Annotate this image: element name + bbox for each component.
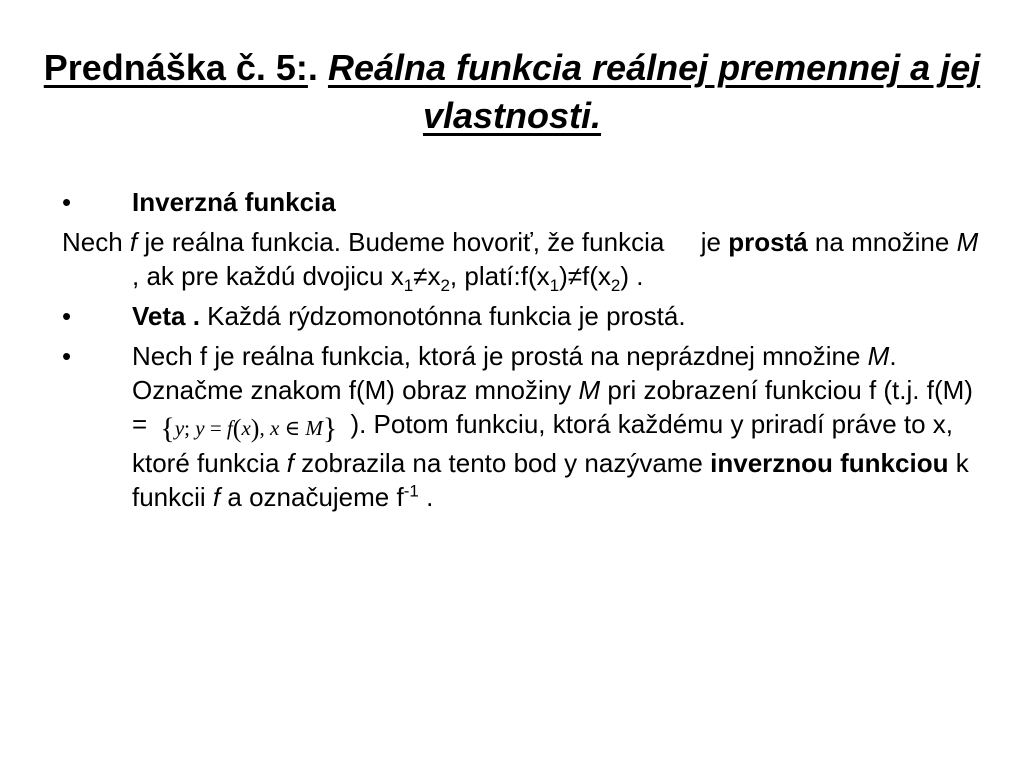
text: . Označme znakom f(M) obraz množiny — [132, 341, 897, 405]
theorem-text: Každá rýdzomonotónna funkcia je prostá. — [207, 301, 686, 331]
math-y: y — [174, 416, 185, 440]
var-M: M — [867, 341, 890, 371]
math-y: y — [195, 416, 205, 440]
lecture-topic: Reálna funkcia reálnej premennej a jej vlastnosti. — [327, 47, 981, 136]
math-semicolon: ; — [184, 416, 190, 440]
title-separator: . — [307, 47, 318, 88]
var-f: f — [212, 482, 221, 512]
text: zobrazila na tento bod y nazývame — [293, 448, 711, 478]
text: , ak pre každú dvojicu x — [132, 261, 404, 291]
theorem-label: Veta . — [132, 301, 208, 331]
definition-injective — [62, 225, 982, 296]
text: , platí:f(x — [449, 261, 550, 291]
var-M: M — [956, 227, 979, 257]
text: ). Potom funkciu, ktorá každému y priradí práve to x, ktoré funkcia — [132, 409, 954, 478]
math-f: f — [226, 416, 233, 440]
text: )≠f(x — [559, 261, 611, 291]
slide-title — [40, 44, 984, 140]
subscript: 2 — [440, 276, 450, 296]
text: Nech — [62, 227, 130, 257]
text: ≠x — [413, 261, 441, 291]
var-M: M — [578, 375, 601, 405]
var-f: f — [286, 448, 294, 478]
subscript: 1 — [403, 276, 414, 296]
superscript: -1 — [403, 481, 419, 501]
math-M: M — [305, 416, 323, 440]
image-set-formula — [160, 411, 337, 446]
math-equals: = — [209, 416, 222, 440]
bullet-icon: • — [62, 301, 72, 331]
bullet-item-inverse-definition — [62, 339, 982, 514]
text: na množine — [807, 227, 957, 257]
text: je — [693, 227, 721, 257]
bullet-item-theorem — [62, 299, 982, 333]
text: pri zobrazení funkciou f (t.j. f(M) = — [132, 375, 973, 439]
var-f: f — [129, 227, 138, 257]
math-element-of: ∈ — [284, 416, 301, 440]
bullet-item-inverse-function — [62, 185, 982, 219]
subscript: 1 — [549, 276, 560, 296]
slide-content — [62, 185, 982, 520]
math-x: x — [241, 416, 251, 440]
bullet-icon: • — [62, 187, 72, 217]
text: je reálna funkcia. Budeme hovoriť, že funkcia — [137, 227, 672, 257]
math-x: x — [269, 416, 280, 440]
text: . — [418, 482, 434, 512]
term-injective: prostá — [728, 227, 808, 257]
text: k funkcii — [132, 448, 969, 512]
subscript: 2 — [610, 276, 621, 296]
term-inverse-function: inverznou funkciou — [710, 448, 949, 478]
math-paren: ) — [250, 414, 260, 443]
math-comma: , — [259, 416, 265, 440]
text: ) . — [620, 261, 644, 291]
text: a označujeme f — [220, 482, 404, 512]
text: Nech f je reálna funkcia, ktorá je prostá na neprázdnej množine — [132, 341, 868, 371]
bullet-icon: • — [62, 341, 72, 371]
lecture-number: Prednáška č. 5: — [43, 47, 308, 88]
right-brace: } — [322, 412, 338, 445]
math-paren: ( — [232, 414, 242, 443]
left-brace: { — [160, 412, 175, 445]
section-heading: Inverzná funkcia — [132, 187, 336, 217]
